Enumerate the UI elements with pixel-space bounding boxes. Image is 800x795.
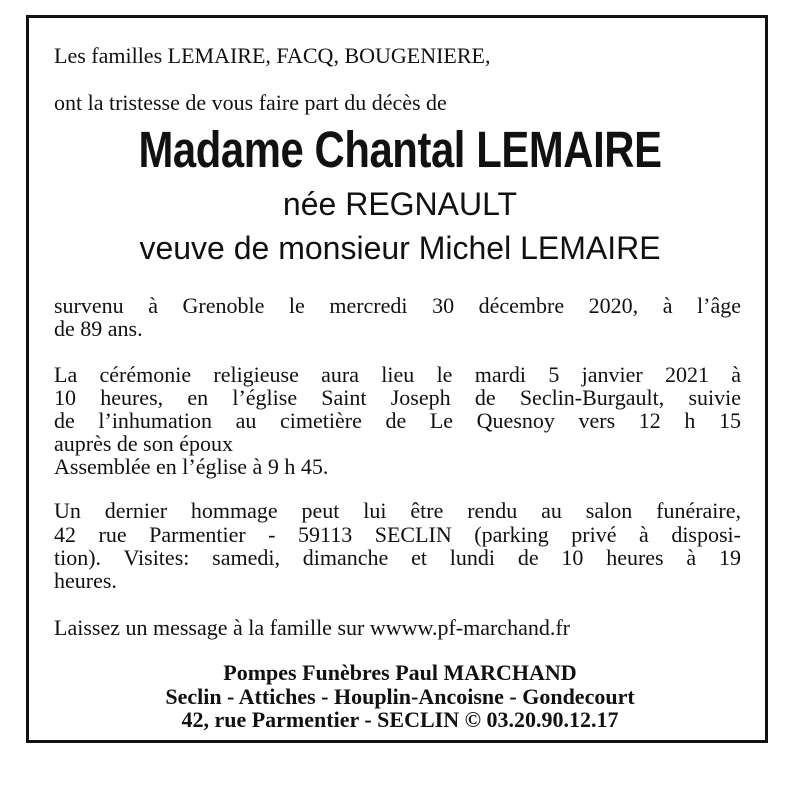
- ceremony-line-5: Assemblée en l’église à 9 h 45.: [54, 454, 329, 479]
- tribute-line-4: heures.: [54, 568, 117, 593]
- widow-of: veuve de monsieur Michel LEMAIRE: [139, 230, 661, 266]
- announcement-line: ont la tristesse de vous faire part du décès de: [54, 90, 447, 115]
- death-line-2: de 89 ans.: [54, 316, 143, 341]
- maiden-name: née REGNAULT: [282, 186, 518, 222]
- tribute-line-1: Un dernier hommage peut lui être rendu au salon funéraire,: [54, 498, 741, 523]
- families-line: Les familles LEMAIRE, FACQ, BOUGENIERE,: [54, 43, 491, 68]
- message-line: Laissez un message à la famille sur wwww.pf-marchand.fr: [54, 615, 570, 640]
- deceased-name: Madame Chantal LEMAIRE: [138, 121, 662, 178]
- ceremony-line-1: La cérémonie religieuse aura lieu le mardi 5 janvier 2021 à: [54, 362, 741, 387]
- footer-towns: Seclin - Attiches - Houplin-Ancoisne - Gondecourt: [165, 684, 635, 709]
- tribute-line-3: tion). Visites: samedi, dimanche et lundi de 10 heures à 19: [54, 545, 741, 570]
- footer-company: Pompes Funèbres Paul MARCHAND: [223, 660, 577, 685]
- death-line-1: survenu à Grenoble le mercredi 30 décembre 2020, à l’âge: [54, 293, 741, 318]
- ceremony-line-2: 10 heures, en l’église Saint Joseph de Seclin-Burgault, suivie: [54, 385, 741, 410]
- ceremony-line-4: auprès de son époux: [54, 431, 234, 456]
- ceremony-line-3: de l’inhumation au cimetière de Le Quesnoy vers 12 h 15: [54, 408, 741, 433]
- footer-address: 42, rue Parmentier - SECLIN © 03.20.90.12.17: [181, 707, 619, 732]
- tribute-line-2: 42 rue Parmentier - 59113 SECLIN (parking privé à disposi-: [54, 522, 741, 547]
